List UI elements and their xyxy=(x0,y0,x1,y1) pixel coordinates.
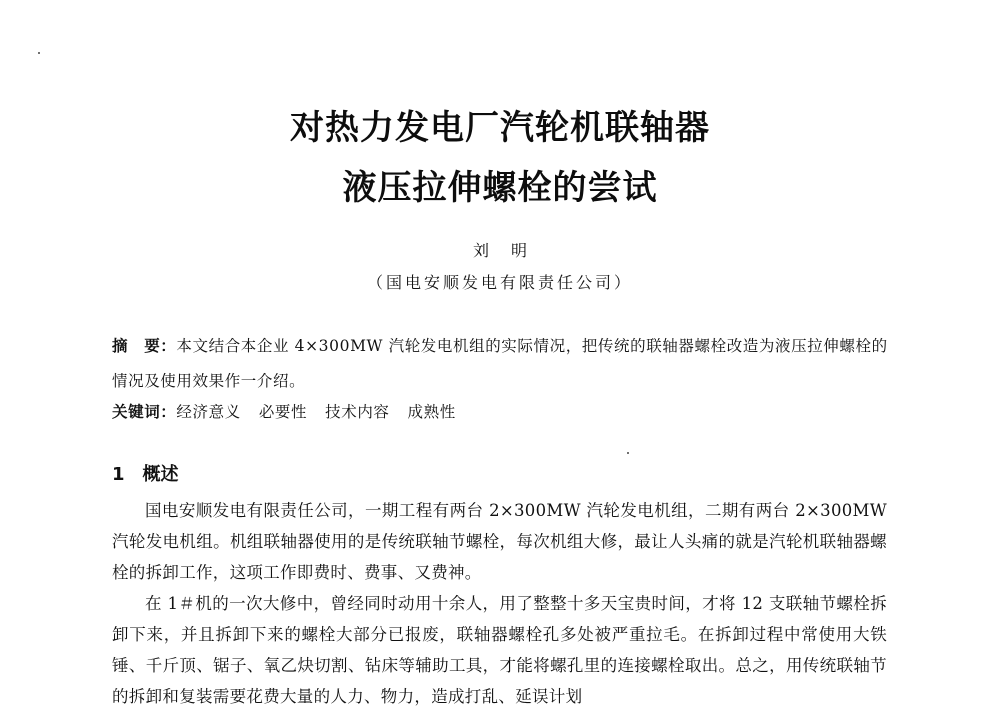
keyword-item: 经济意义 xyxy=(176,403,241,421)
body-paragraph: 在 1＃机的一次大修中，曾经同时动用十余人，用了整整十多天宝贵时间，才将 12 支联轴节螺栓拆卸下来，并且拆卸下来的螺栓大部分已报废，联轴器螺栓孔多处被严重拉毛。在拆卸过程中常使用大铁锤、千斤顶、锯子、氧乙炔切割、钻床等辅助工具，才能将螺孔里的连接螺栓取出。总之，用传统联轴节的拆卸和复装需要花费大量的人力、物力，造成打乱、延误计划 xyxy=(112,594,887,706)
paper-title-line-2: 液压拉伸螺栓的尝试 xyxy=(342,168,658,208)
keyword-item: 技术内容 xyxy=(325,403,390,421)
abstract-text: 本文结合本企业 4×300MW 汽轮发电机组的实际情况，把传统的联轴器螺栓改造为液压拉伸螺栓的情况及使用效果作一介绍。 xyxy=(112,337,888,390)
author-name: 刘明 xyxy=(472,241,549,260)
section-number: 1 xyxy=(112,464,125,485)
section-title: 概述 xyxy=(142,464,179,485)
abstract-label: 摘 要： xyxy=(112,337,177,355)
keyword-item: 成熟性 xyxy=(407,403,456,421)
section-heading xyxy=(112,460,179,486)
keywords-label: 关键词： xyxy=(112,403,177,421)
body-text xyxy=(112,495,887,712)
author-affiliation: （国电安顺发电有限责任公司） xyxy=(366,273,633,292)
paper-title-line-1: 对热力发电厂汽轮机联轴器 xyxy=(290,108,710,148)
keyword-item: 必要性 xyxy=(258,403,308,421)
scan-speck xyxy=(627,452,629,454)
scan-speck xyxy=(38,52,40,54)
body-paragraph: 国电安顺发电有限责任公司，一期工程有两台 2×300MW 汽轮发电机组，二期有两台 2×300MW 汽轮发电机组。机组联轴器使用的是传统联轴节螺栓，每次机组大修，最让人头痛的就是汽轮机联轴器螺栓的拆卸工作，这项工作即费时、费事、又费神。 xyxy=(112,501,887,582)
keywords xyxy=(112,400,892,422)
abstract xyxy=(112,329,892,399)
